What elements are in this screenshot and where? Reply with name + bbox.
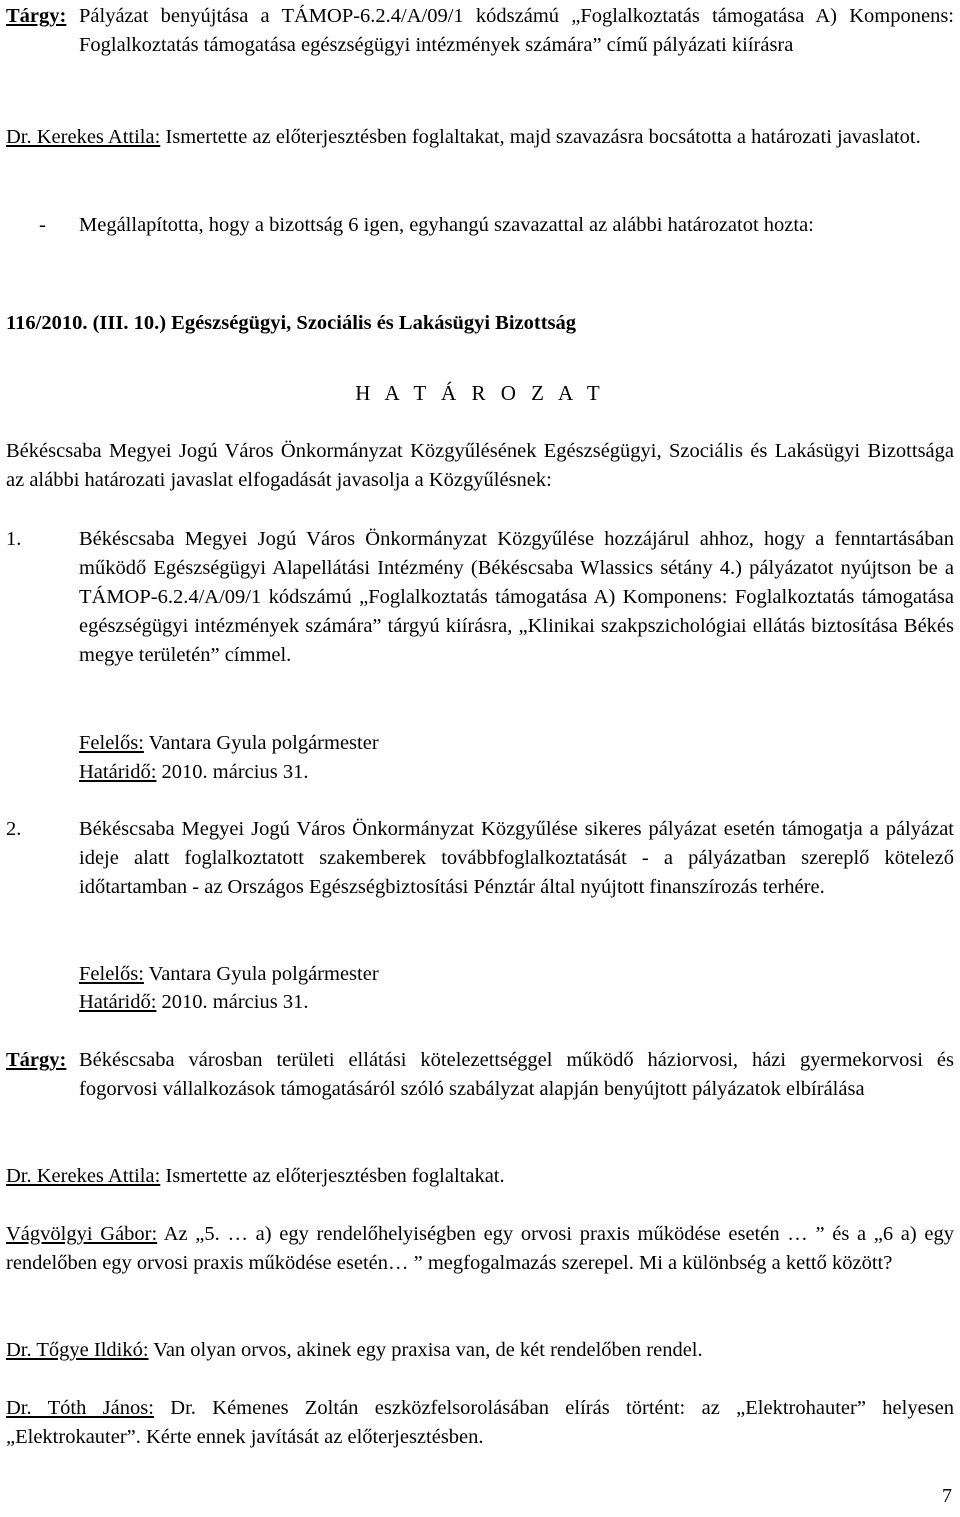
deadline-line (79, 758, 308, 787)
deadline-value: 2010. március 31. (156, 991, 309, 1013)
speech-paragraph (6, 1336, 954, 1365)
speaker-name: Dr. Kerekes Attila: (6, 1165, 161, 1187)
speaker-name: Vágvölgyi Gábor: (6, 1223, 158, 1245)
speech-text: Ismertette az előterjesztésben foglaltakat. (160, 1165, 505, 1187)
responsible-label: Felelős: (79, 963, 144, 985)
responsible-line (79, 960, 379, 989)
deadline-value: 2010. március 31. (156, 761, 309, 783)
speaker-name: Dr. Tőgye Ildikó: (6, 1339, 149, 1361)
deadline-line (79, 988, 308, 1017)
subject-label: Tárgy: (6, 5, 67, 27)
speech-paragraph (6, 123, 954, 152)
subject-label: Tárgy: (6, 1049, 67, 1071)
responsible-value: Vantara Gyula polgármester (143, 963, 379, 985)
bullet-dash: - (39, 214, 46, 236)
resolution-title: H A T Á R O Z A T (355, 381, 605, 405)
resolution-number: 116/2010. (III. 10.) Egészségügyi, Szociális és Lakásügyi Bizottság (6, 312, 577, 334)
speaker-name: Dr. Kerekes Attila: (6, 126, 161, 148)
speech-paragraph (6, 1394, 954, 1452)
page-number: 7 (942, 1485, 952, 1507)
item-number: 2. (6, 818, 22, 840)
deadline-label: Határidő: (79, 761, 157, 783)
item-text: Békéscsaba Megyei Jogú Város Önkormányzat Közgyűlése hozzájárul ahhoz, hogy a fenntartásában működő Egészségügyi Alapellátási Intézmény (Békéscsaba Wlassics sétány 4.) pályázatot nyújtson be a TÁMOP-6.2.4/A/09/1 kódszámú „Foglalkoztatás támogatása A) Komponens: Foglalkoztatás támogatása egészségügyi intézmények számára” tárgyú kiírásra, „Klinikai szakpszichológiai ellátás biztosítása Békés megye területén” címmel. (79, 528, 954, 666)
speech-paragraph (6, 1162, 954, 1191)
speech-text: Ismertette az előterjesztésben foglaltakat, majd szavazásra bocsátotta a határozati javaslatot. (160, 126, 921, 148)
vote-statement: Megállapította, hogy a bizottság 6 igen, egyhangú szavazattal az alábbi határozatot hozta: (79, 214, 814, 236)
item-text: Békéscsaba Megyei Jogú Város Önkormányzat Közgyűlése sikeres pályázat esetén támogatja a pályázat ideje alatt foglalkoztatott szakemberek továbbfoglalkoztatását - a pályázatban szereplő kötelező időtartamban - az Országos Egészségbiztosítási Pénztár által nyújtott finanszírozás terhére. (79, 818, 954, 898)
responsible-label: Felelős: (79, 732, 144, 754)
speaker-name: Dr. Tóth János: (6, 1397, 154, 1419)
deadline-label: Határidő: (79, 991, 157, 1013)
item-number: 1. (6, 528, 22, 550)
subject-text: Pályázat benyújtása a TÁMOP-6.2.4/A/09/1 kódszámú „Foglalkoztatás támogatása A) Komponens: Foglalkoztatás támogatása egészségügyi intézmények számára” című pályázati kiírásra (79, 5, 954, 56)
subject-text: Békéscsaba városban területi ellátási kötelezettséggel működő háziorvosi, házi gyermekorvosi és fogorvosi vállalkozások támogatásáról szóló szabályzat alapján benyújtott pályázatok elbírálása (79, 1049, 954, 1100)
responsible-line (79, 729, 379, 758)
speech-paragraph (6, 1220, 954, 1278)
resolution-intro: Békéscsaba Megyei Jogú Város Önkormányzat Közgyűlésének Egészségügyi, Szociális és Lakásügyi Bizottsága az alábbi határozati javaslat elfogadását javasolja a Közgyűlésnek: (6, 440, 954, 491)
speech-text: Az „5. … a) egy rendelőhelyiségben egy orvosi praxis működése esetén … ” és a „6 a) egy rendelőben egy orvosi praxis működése esetén… ” megfogalmazás szerepel. Mi a különbség a kettő között? (6, 1223, 954, 1274)
speech-text: Dr. Kémenes Zoltán eszközfelsorolásában elírás történt: az „Elektrohauter” helyesen „Elektrokauter”. Kérte ennek javítását az előterjesztésben. (6, 1397, 954, 1448)
responsible-value: Vantara Gyula polgármester (143, 732, 379, 754)
speech-text: Van olyan orvos, akinek egy praxisa van, de két rendelőben rendel. (148, 1339, 703, 1361)
